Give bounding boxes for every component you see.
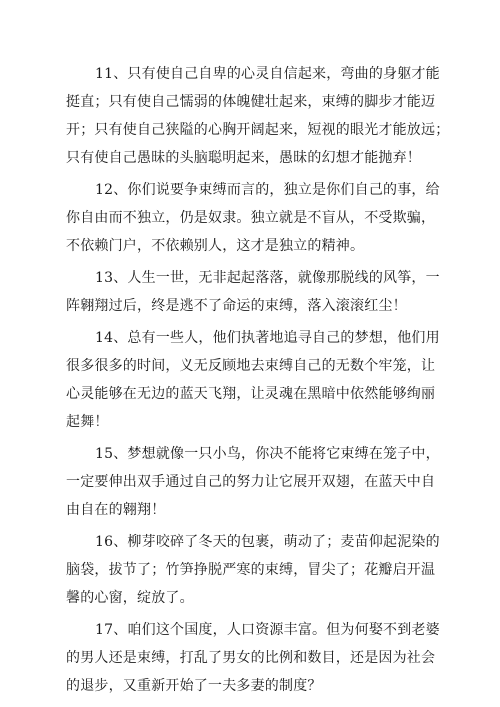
paragraph-line: 馨的心窗，绽放了。 [66, 590, 194, 606]
paragraph-line: 不依赖门户，不依赖别人，这才是独立的精神。 [66, 238, 365, 254]
paragraph-line: 阵翱翔过后，终是逃不了命运的束缚，落入滚滚红尘！ [66, 298, 407, 314]
paragraph-line: 一定要伸出双手通过自己的努力让它展开双翅，在蓝天中自 [66, 474, 436, 490]
paragraph-line: 你自由而不独立，仍是奴隶。独立就是不盲从，不受欺骗， [66, 210, 436, 226]
paragraph-line: 心灵能够在无边的蓝天飞翔，让灵魂在黑暗中依然能够绚丽 [66, 386, 436, 402]
paragraph-17 [66, 616, 440, 700]
paragraph-line: 13、人生一世，无非起起落落，就像那脱线的风筝，一 [95, 270, 440, 286]
paragraph-line: 14、总有一些人，他们执著地追寻自己的梦想，他们用 [95, 330, 440, 346]
paragraph-line: 很多很多的时间，义无反顾地去束缚自己的无数个牢笼，让 [66, 358, 436, 374]
paragraph-15 [66, 440, 440, 524]
paragraph-line: 17、咱们这个国度，人口资源丰富。但为何娶不到老婆 [95, 622, 440, 638]
paragraph-13 [66, 264, 440, 320]
paragraph-line: 只有使自己愚昧的头脑聪明起来，愚昧的幻想才能抛弃！ [66, 150, 421, 166]
paragraph-14 [66, 324, 440, 436]
paragraph-line: 由自在的翱翔！ [66, 502, 166, 518]
paragraph-line: 15、梦想就像一只小鸟，你决不能将它束缚在笼子中， [95, 446, 440, 462]
paragraph-line: 开；只有使自己狭隘的心胸开阔起来，短视的眼光才能放远； [66, 122, 450, 138]
paragraph-line: 脑袋，拔节了；竹笋挣脱严寒的束缚，冒尖了；花瓣启开温 [66, 562, 436, 578]
paragraph-line: 挺直；只有使自己懦弱的体魄健壮起来，束缚的脚步才能迈 [66, 94, 436, 110]
paragraph-line: 的退步，又重新开始了一夫多妻的制度？ [66, 678, 322, 694]
paragraph-11 [66, 60, 450, 172]
paragraph-line: 起舞！ [66, 414, 109, 430]
paragraph-line: 的男人还是束缚，打乱了男女的比例和数目，还是因为社会 [66, 650, 436, 666]
paragraph-16 [66, 528, 440, 612]
paragraph-12 [66, 176, 440, 260]
document-body [66, 60, 450, 704]
paragraph-line: 16、柳芽咬碎了冬天的包裹，萌动了；麦苗仰起泥染的 [95, 534, 440, 550]
paragraph-line: 12、你们说要争束缚而言的，独立是你们自己的事，给 [95, 182, 440, 198]
paragraph-line: 11、只有使自己自卑的心灵自信起来，弯曲的身躯才能 [95, 66, 440, 82]
